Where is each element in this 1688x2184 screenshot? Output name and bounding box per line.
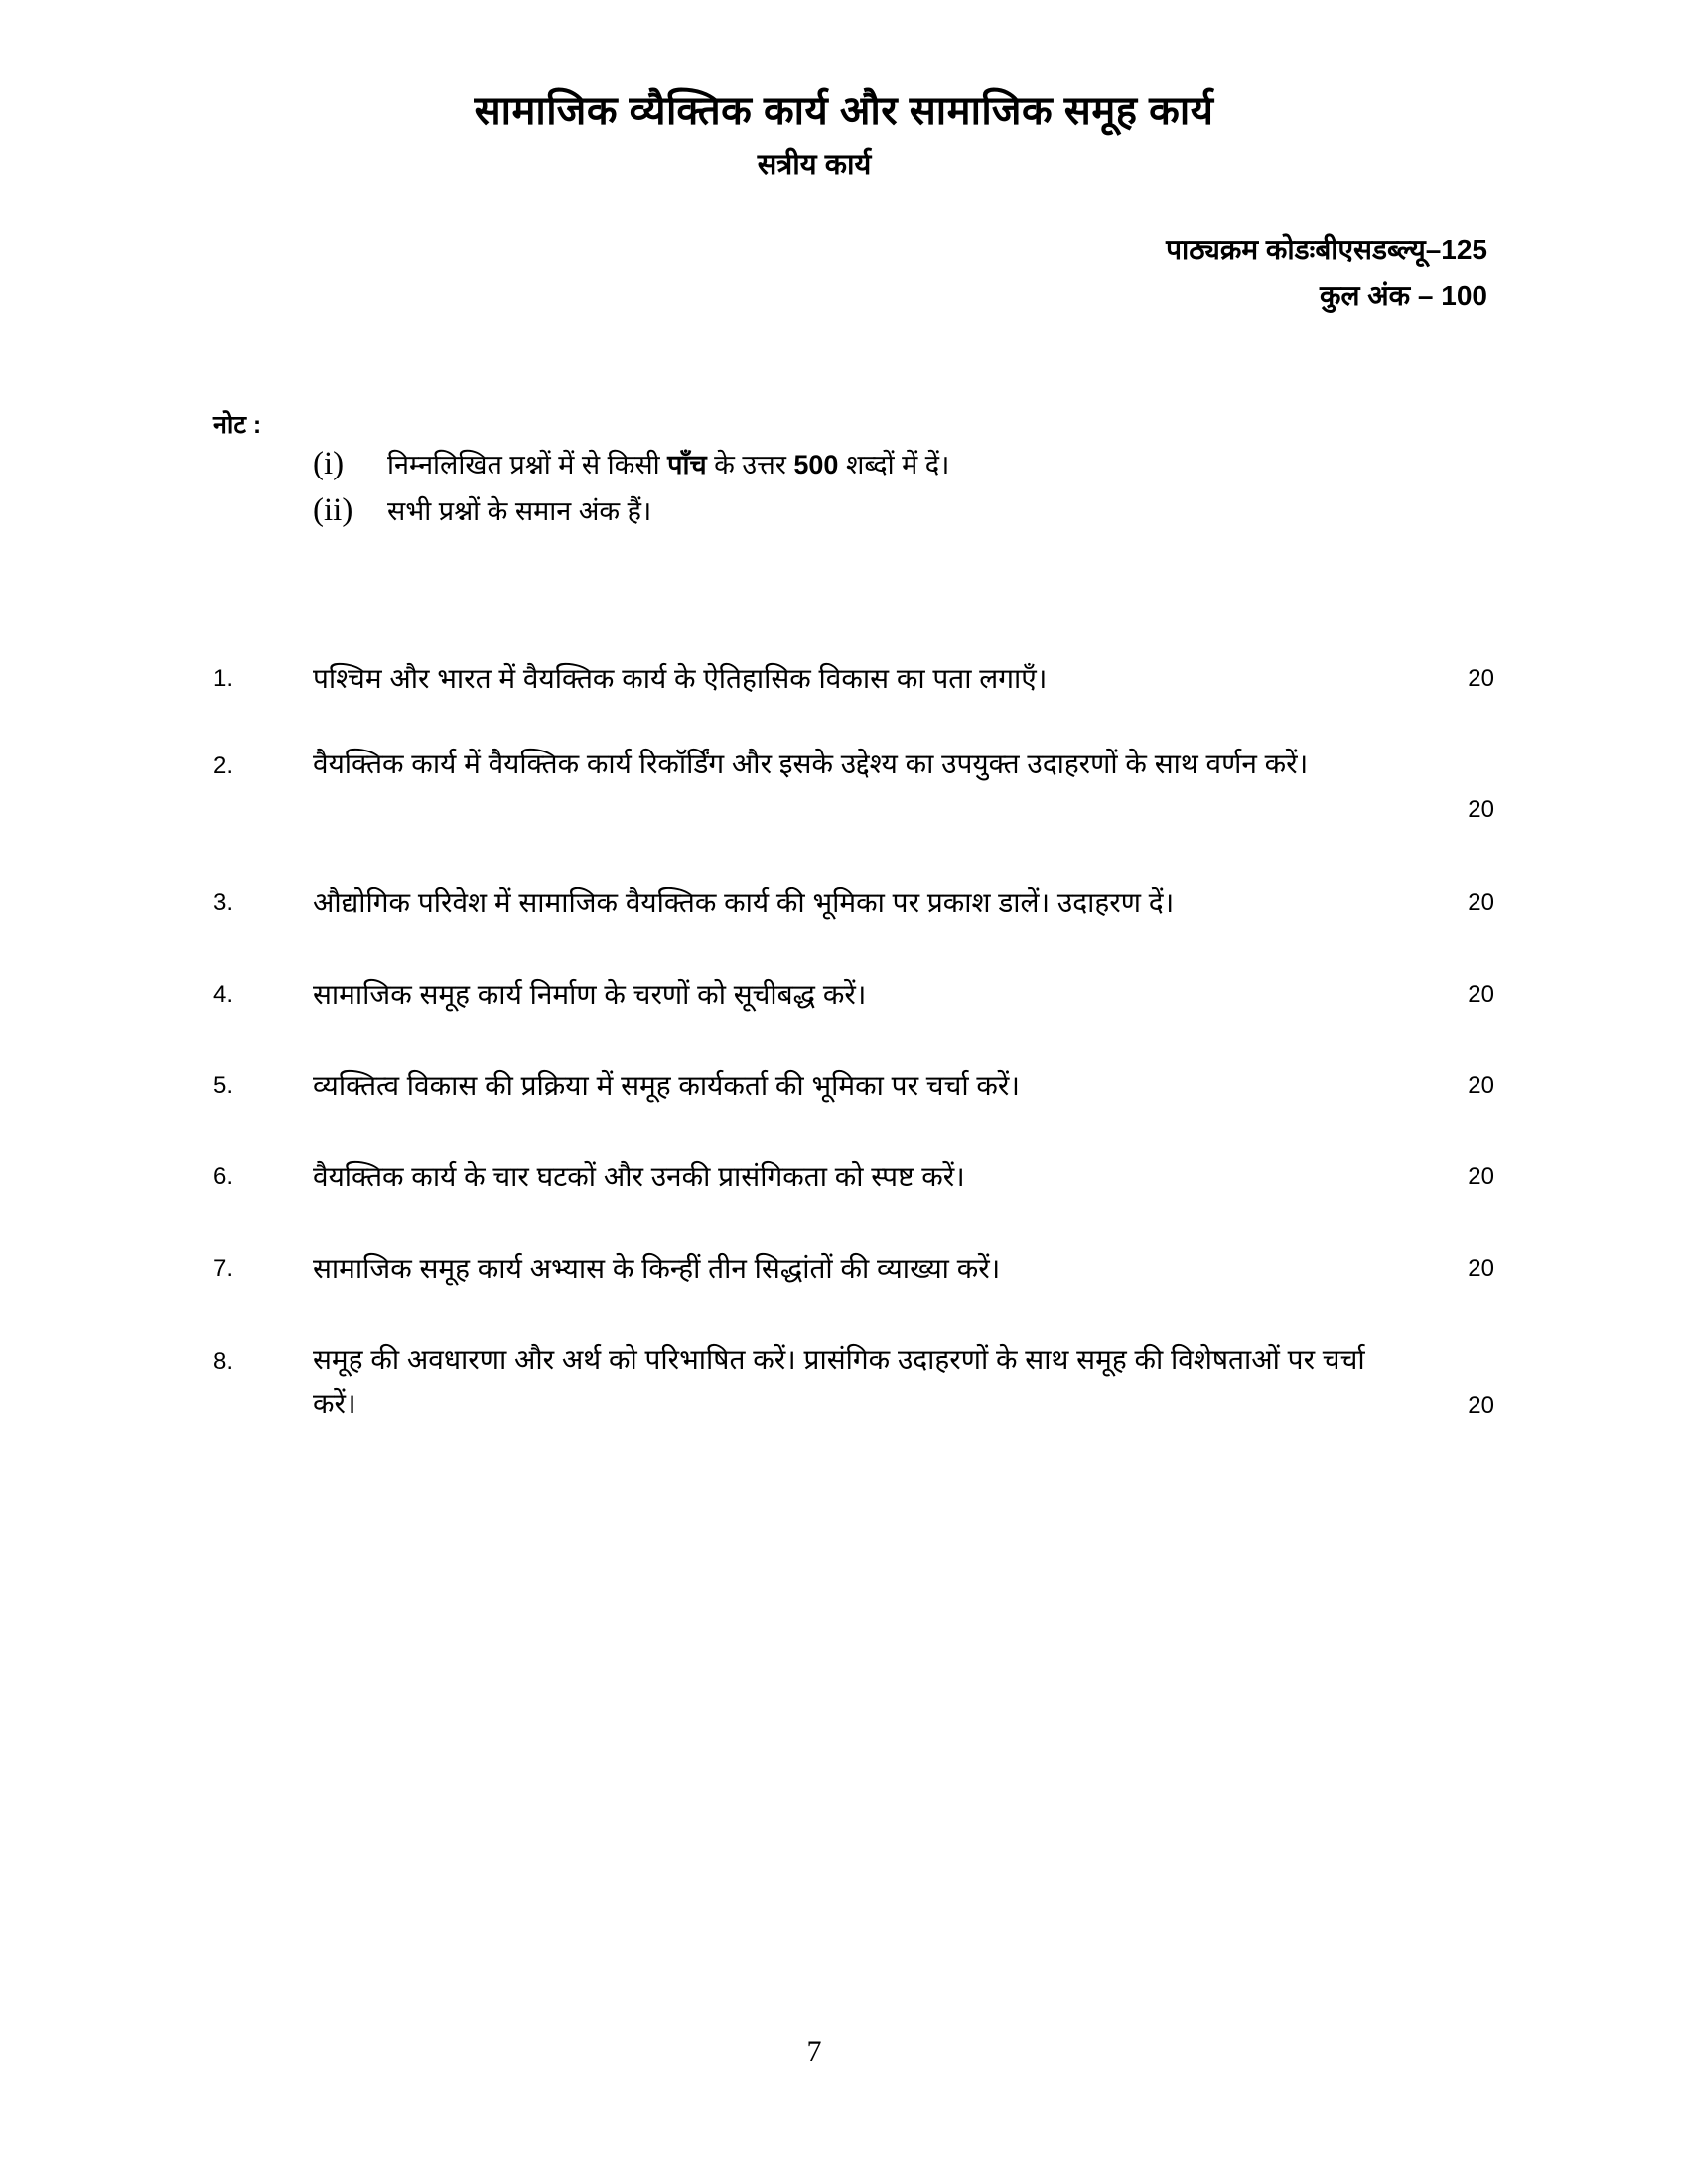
note-item-2 [313, 491, 651, 529]
question-marks: 20 [1468, 1392, 1494, 1419]
question-text: व्यक्तित्व विकास की प्रक्रिया में समूह कार्यकर्ता की भूमिका पर चर्चा करें। [313, 1070, 1020, 1101]
question-text: औद्योगिक परिवेश में सामाजिक वैयक्तिक कार्य की भूमिका पर प्रकाश डालें। उदाहरण दें। [313, 887, 1175, 918]
question-marks: 20 [1468, 1072, 1494, 1099]
question-number: 4. [213, 981, 234, 1008]
question-marks: 20 [1468, 981, 1494, 1008]
question-number: 3. [213, 889, 234, 916]
question-marks: 20 [1468, 796, 1494, 823]
question-text: पश्चिम और भारत में वैयक्तिक कार्य के ऐतिहासिक विकास का पता लगाएँ। [313, 663, 1048, 694]
question-number: 2. [213, 752, 234, 779]
note-item-marker: (i) [313, 446, 345, 481]
question-text: सामाजिक समूह कार्य निर्माण के चरणों को सूचीबद्ध करें। [313, 979, 867, 1010]
question-marks: 20 [1468, 1255, 1494, 1282]
question-text: वैयक्तिक कार्य में वैयक्तिक कार्य रिकॉर्डिंग और इसके उद्देश्य का उपयुक्त उदाहरणों के साथ वर्णन करें। [313, 749, 1309, 779]
page-number: 7 [806, 2035, 822, 2068]
document-title: सामाजिक व्यैक्तिक कार्य और सामाजिक समूह कार्य [474, 89, 1214, 133]
question-text: वैयक्तिक कार्य के चार घटकों और उनकी प्रासंगिकता को स्पष्ट करें। [313, 1161, 965, 1192]
note-item-1 [313, 445, 949, 482]
question-marks: 20 [1468, 1163, 1494, 1190]
note-label: नोट : [213, 411, 262, 439]
bold-word-limit: 500 [793, 450, 839, 479]
question-number: 7. [213, 1255, 234, 1282]
question-text: सामाजिक समूह कार्य अभ्यास के किन्हीं तीन सिद्धांतों की व्याख्या करें। [313, 1253, 1001, 1284]
note-item-text: निम्नलिखित प्रश्नों में से किसी पाँच के उत्तर 500 शब्दों में दें। [387, 450, 950, 479]
question-marks: 20 [1468, 665, 1494, 692]
question-number: 8. [213, 1348, 234, 1375]
question-number: 5. [213, 1072, 234, 1099]
document-subtitle: सत्रीय कार्य [757, 149, 872, 181]
note-item-marker: (ii) [313, 492, 353, 528]
question-number: 1. [213, 665, 234, 692]
question-text: समूह की अवधारणा और अर्थ को परिभाषित करें। प्रासंगिक उदाहरणों के साथ समूह की विशेषताओं पर चर्चा करें। [313, 1344, 1365, 1419]
note-item-text: सभी प्रश्नों के समान अंक हैं। [387, 496, 652, 526]
total-marks: कुल अंक – 100 [1319, 280, 1487, 311]
question-marks: 20 [1468, 889, 1494, 916]
bold-count: पाँच [667, 450, 707, 479]
question-number: 6. [213, 1163, 234, 1190]
course-code: पाठ्यक्रम कोडःबीएसडब्ल्यू–125 [1166, 234, 1487, 265]
